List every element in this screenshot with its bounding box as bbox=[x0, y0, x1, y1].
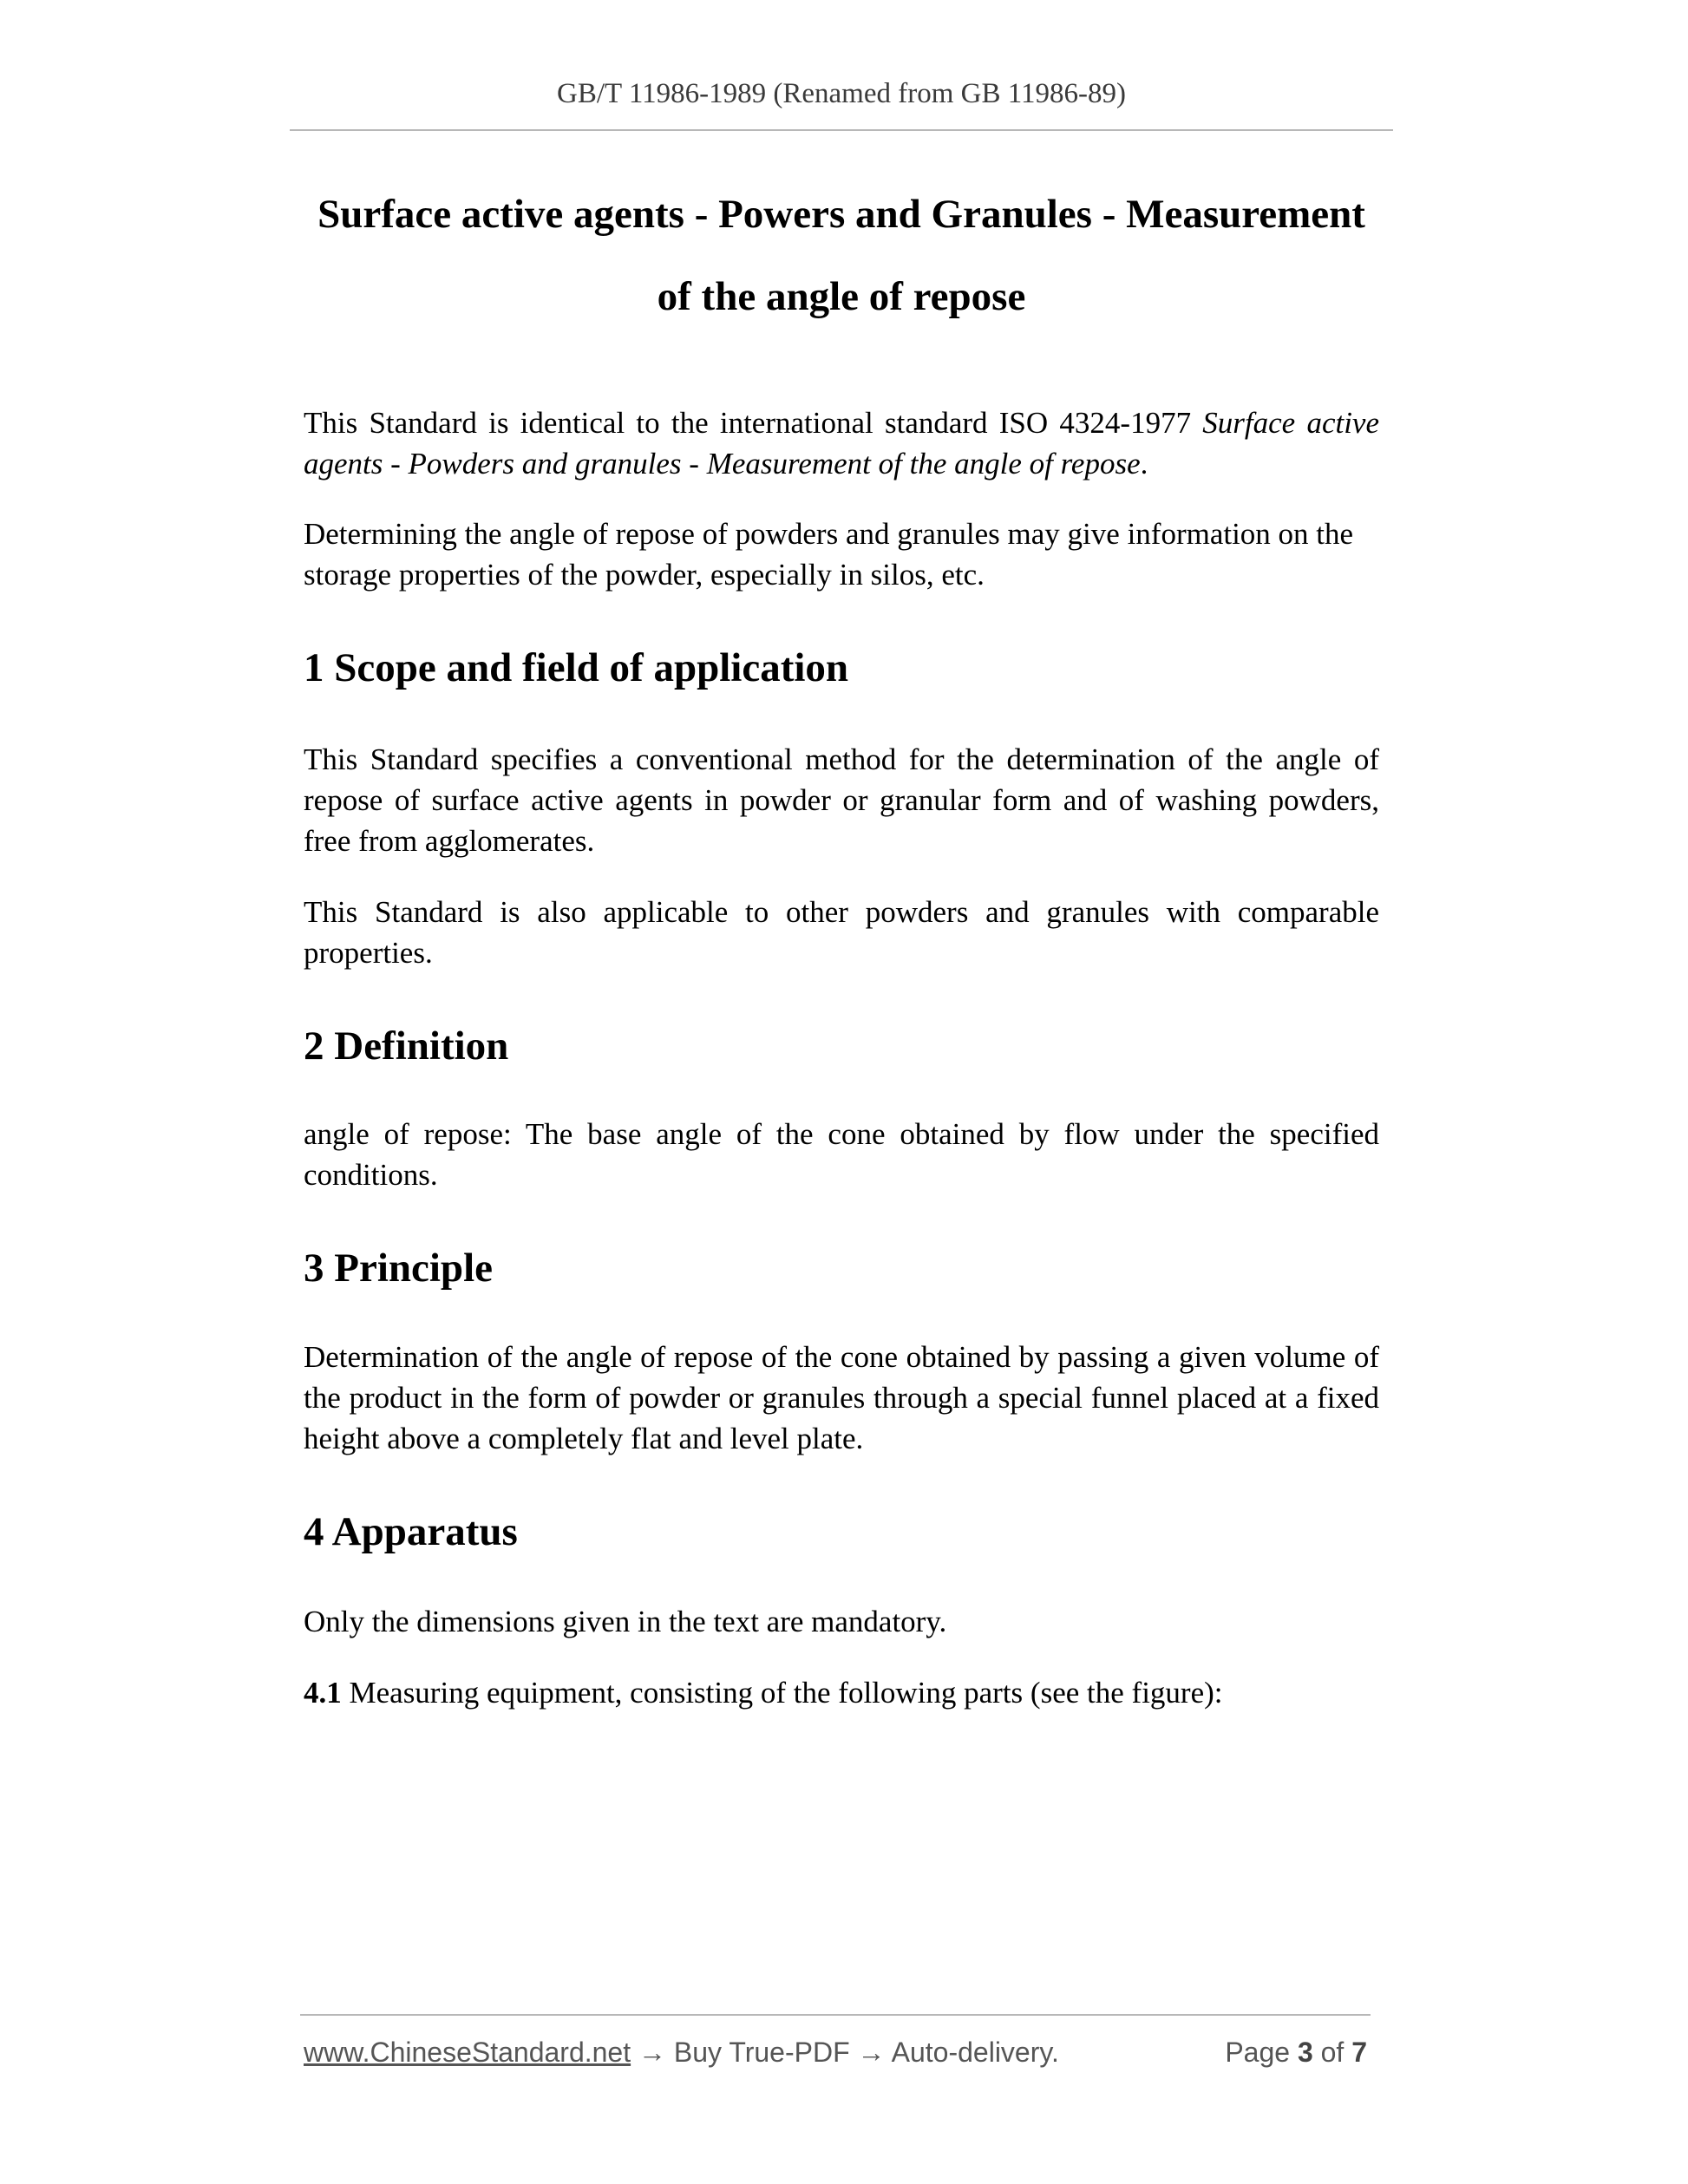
intro-paragraph-1 bbox=[304, 402, 1379, 484]
page-current: 3 bbox=[1297, 2037, 1313, 2068]
section-3-paragraph-1: Determination of the angle of repose of the cone obtained by passing a given volume of the product in the form of powder or granules through a special funnel placed at a fixed height above a completely flat and level plate. bbox=[304, 1340, 1379, 1455]
section-4-item-4-1 bbox=[304, 1672, 1379, 1713]
footer-divider bbox=[300, 2014, 1371, 2016]
chinesestandard-link[interactable]: www.ChineseStandard.net bbox=[304, 2037, 631, 2068]
section-1-heading: 1 Scope and field of application bbox=[304, 645, 849, 690]
section-4-paragraph-1: Only the dimensions given in the text are mandatory. bbox=[304, 1605, 947, 1638]
section-1-paragraph-2: This Standard is also applicable to other powders and granules with comparable properties. bbox=[304, 895, 1379, 970]
document-title-line-2: of the angle of repose bbox=[657, 274, 1026, 319]
page-total: 7 bbox=[1351, 2037, 1367, 2068]
of-word: of bbox=[1312, 2037, 1352, 2068]
item-text: Measuring equipment, consisting of the following parts (see the figure): bbox=[341, 1676, 1223, 1710]
section-2-paragraph-1: angle of repose: The base angle of the cone obtained by flow under the specified conditions. bbox=[304, 1117, 1379, 1192]
document-title bbox=[290, 173, 1393, 338]
footer-promo bbox=[304, 2033, 1059, 2071]
item-number: 4.1 bbox=[304, 1676, 342, 1710]
iso-title-italic: Surface active agents - Powders and granules - Measurement of the angle of repose bbox=[304, 406, 1379, 481]
intro-paragraph-1-text: This Standard is identical to the international standard ISO 4324-1977 bbox=[304, 406, 1203, 440]
running-header: GB/T 11986-1989 (Renamed from GB 11986-89) bbox=[557, 78, 1126, 109]
intro-paragraph-2: Determining the angle of repose of powders and granules may give information on the storage properties of the powder, especially in silos, etc. bbox=[304, 517, 1354, 592]
document-title-line-1: Surface active agents - Powers and Granules - Measurement bbox=[317, 192, 1365, 237]
section-3-heading: 3 Principle bbox=[304, 1246, 493, 1291]
section-1-paragraph-1: This Standard specifies a conventional method for the determination of the angle of repose of surface active agents in powder or granular form and of washing powders, free from agglomerates. bbox=[304, 742, 1379, 858]
intro-paragraph-1-end: . bbox=[1140, 447, 1148, 481]
section-4-heading: 4 Apparatus bbox=[304, 1509, 518, 1554]
page-indicator bbox=[1225, 2033, 1367, 2071]
footer-buy-text: → Buy True-PDF → Auto-delivery. bbox=[631, 2037, 1059, 2068]
page-word: Page bbox=[1225, 2037, 1298, 2068]
header-divider bbox=[290, 129, 1393, 131]
section-2-heading: 2 Definition bbox=[304, 1023, 509, 1069]
